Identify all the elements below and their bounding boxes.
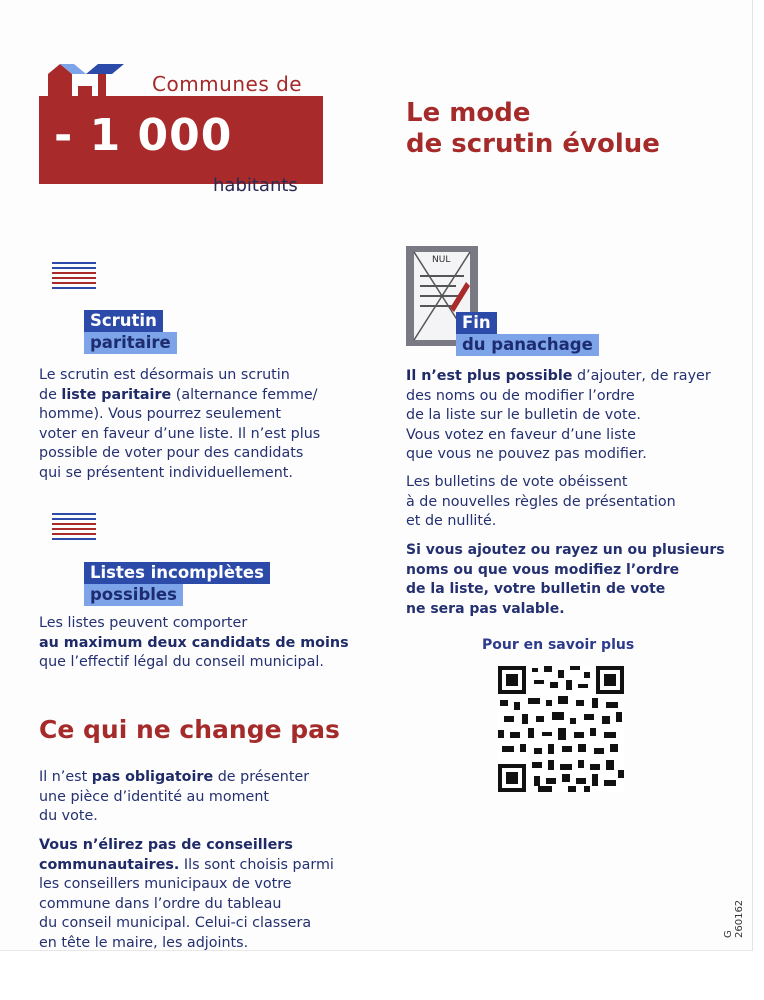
panachage-text bbox=[406, 367, 736, 465]
warning-text bbox=[406, 541, 746, 619]
text-line: voter en faveur d’une liste. Il n’est plus bbox=[39, 425, 321, 442]
population-threshold: - 1 000 bbox=[54, 110, 233, 161]
text-line: une pièce d’identité au moment bbox=[39, 788, 269, 805]
svg-text:NUL: NUL bbox=[432, 255, 451, 265]
qr-code[interactable] bbox=[498, 666, 624, 792]
communes-label: Communes de bbox=[152, 72, 303, 96]
text-line: Le scrutin est désormais un scrutin bbox=[39, 367, 290, 383]
tag-line-2: paritaire bbox=[84, 332, 177, 354]
text-line: de la liste, votre bulletin de vote bbox=[406, 581, 666, 598]
identity-text bbox=[39, 768, 359, 827]
text-line: Vous votez en faveur d’une liste bbox=[406, 426, 636, 443]
text-line: possible de voter pour des candidats bbox=[39, 445, 304, 462]
tag-line-1: Fin bbox=[456, 312, 497, 334]
text-line: de la liste sur le bulletin de vote. bbox=[406, 407, 641, 424]
text-line: Il n’est plus possible d’ajouter, de rayer bbox=[406, 368, 711, 384]
tag-fin-panachage bbox=[456, 312, 599, 356]
flag-icon bbox=[52, 513, 96, 543]
flag-icon bbox=[52, 262, 96, 292]
tag-line-1: Scrutin bbox=[84, 310, 163, 332]
title-line-2: de scrutin évolue bbox=[406, 129, 660, 159]
listes-text bbox=[39, 614, 369, 673]
text-line: à de nouvelles règles de présentation bbox=[406, 493, 676, 510]
text-line: que vous ne pouvez pas modifier. bbox=[406, 446, 647, 463]
tag-line-2: possibles bbox=[84, 584, 183, 606]
title-line-1: Le mode bbox=[406, 98, 531, 128]
text-line: au maximum deux candidats de moins bbox=[39, 634, 349, 651]
text-line: du conseil municipal. Celui-ci classera bbox=[39, 915, 312, 932]
text-line: que l’effectif légal du conseil municipal. bbox=[39, 654, 324, 671]
text-line: ne sera pas valable. bbox=[406, 600, 565, 617]
text-line: Il n’est pas obligatoire de présenter bbox=[39, 769, 310, 785]
text-line: qui se présentent individuellement. bbox=[39, 464, 293, 481]
text-line: Les bulletins de vote obéissent bbox=[406, 474, 628, 490]
tag-line-2: du panachage bbox=[456, 334, 599, 356]
tag-scrutin-paritaire bbox=[84, 310, 177, 354]
tag-listes-incompletes bbox=[84, 562, 270, 606]
text-line: de liste paritaire (alternance femme/ bbox=[39, 386, 318, 403]
text-line: et de nullité. bbox=[406, 513, 497, 530]
en-savoir-plus-label: Pour en savoir plus bbox=[482, 637, 635, 653]
text-line: Vous n’élirez pas de conseillers bbox=[39, 837, 293, 853]
print-code: G 260162 bbox=[723, 899, 745, 938]
text-line: homme). Vous pourrez seulement bbox=[39, 406, 281, 423]
page-title bbox=[406, 98, 660, 160]
text-line: commune dans l’ordre du tableau bbox=[39, 895, 282, 912]
text-line: communautaires. Ils sont choisis parmi bbox=[39, 856, 334, 873]
tag-line-1: Listes incomplètes bbox=[84, 562, 270, 584]
habitants-label: habitants bbox=[213, 175, 298, 196]
text-line: du vote. bbox=[39, 808, 98, 825]
text-line: Les listes peuvent comporter bbox=[39, 615, 248, 631]
text-line: noms ou que vous modifiez l’ordre bbox=[406, 561, 680, 578]
bulletins-text bbox=[406, 473, 736, 532]
conseillers-text bbox=[39, 836, 359, 954]
scrutin-text bbox=[39, 366, 359, 484]
text-line: les conseillers municipaux de votre bbox=[39, 876, 292, 893]
section-heading: Ce qui ne change pas bbox=[39, 715, 340, 744]
text-line: des noms ou de modifier l’ordre bbox=[406, 387, 635, 404]
text-line: en tête le maire, les adjoints. bbox=[39, 934, 249, 951]
text-line: Si vous ajoutez ou rayez un ou plusieurs bbox=[406, 542, 725, 558]
